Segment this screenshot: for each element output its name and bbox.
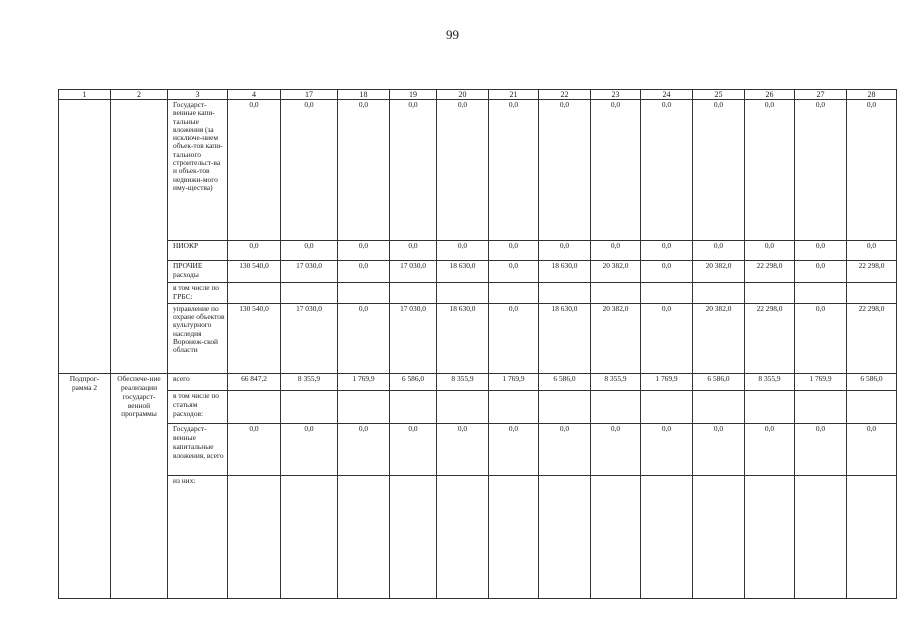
value-cell: 1 769,9: [338, 373, 390, 390]
column-header: 2: [111, 90, 168, 100]
value-cell: [390, 475, 437, 598]
category-cell: управление по охране объектов культурного наследия Воронеж-ской области: [168, 303, 228, 373]
value-cell: 6 586,0: [693, 373, 745, 390]
value-cell: 0,0: [390, 423, 437, 475]
category-cell: ПРОЧИЕ расходы: [168, 261, 228, 283]
value-cell: [539, 283, 591, 304]
value-cell: [281, 283, 338, 304]
value-cell: 8 355,9: [281, 373, 338, 390]
value-cell: [591, 283, 641, 304]
value-cell: [795, 283, 847, 304]
value-cell: 0,0: [795, 241, 847, 261]
value-cell: [745, 475, 795, 598]
value-cell: 0,0: [281, 241, 338, 261]
value-cell: [338, 283, 390, 304]
value-cell: [641, 475, 693, 598]
value-cell: 0,0: [641, 100, 693, 241]
category-cell: всего: [168, 373, 228, 390]
value-cell: 0,0: [489, 241, 539, 261]
value-cell: [693, 390, 745, 423]
value-cell: 0,0: [745, 241, 795, 261]
value-cell: [228, 283, 281, 304]
value-cell: 22 298,0: [745, 303, 795, 373]
table-row: [59, 373, 897, 390]
value-cell: [228, 390, 281, 423]
value-cell: 0,0: [338, 261, 390, 283]
value-cell: [489, 390, 539, 423]
value-cell: 0,0: [847, 241, 897, 261]
value-cell: 0,0: [437, 423, 489, 475]
table-row: [59, 423, 897, 475]
value-cell: [591, 475, 641, 598]
table-row: [59, 261, 897, 283]
column-header: 1: [59, 90, 111, 100]
category-cell: Государст-венные капи-тальные вложения (за исключе-нием объек-тов капи-тального строительст-ва и объек-тов недвижи-мого иму-щества): [168, 100, 228, 241]
column-header: 17: [281, 90, 338, 100]
value-cell: [338, 475, 390, 598]
value-cell: 0,0: [641, 423, 693, 475]
value-cell: [338, 390, 390, 423]
value-cell: 17 030,0: [281, 303, 338, 373]
value-cell: [390, 390, 437, 423]
column-header: 18: [338, 90, 390, 100]
value-cell: 0,0: [390, 100, 437, 241]
value-cell: [437, 475, 489, 598]
value-cell: [693, 475, 745, 598]
value-cell: 0,0: [745, 423, 795, 475]
value-cell: 0,0: [437, 100, 489, 241]
table-row: [59, 390, 897, 423]
column-header: 4: [228, 90, 281, 100]
value-cell: 130 540,0: [228, 261, 281, 283]
category-cell: НИОКР: [168, 241, 228, 261]
value-cell: 18 630,0: [437, 261, 489, 283]
value-cell: [489, 475, 539, 598]
value-cell: [591, 390, 641, 423]
column-header: 28: [847, 90, 897, 100]
value-cell: 0,0: [795, 423, 847, 475]
value-cell: [847, 475, 897, 598]
value-cell: [693, 283, 745, 304]
value-cell: 20 382,0: [693, 303, 745, 373]
value-cell: 22 298,0: [745, 261, 795, 283]
value-cell: 0,0: [281, 423, 338, 475]
column-header: 19: [390, 90, 437, 100]
value-cell: [437, 390, 489, 423]
value-cell: 0,0: [489, 261, 539, 283]
table-row: [59, 241, 897, 261]
column-header: 20: [437, 90, 489, 100]
program-cell: Подпрог-рамма 2: [59, 373, 111, 598]
value-cell: 0,0: [338, 241, 390, 261]
value-cell: 0,0: [437, 241, 489, 261]
value-cell: 0,0: [847, 423, 897, 475]
column-header: 27: [795, 90, 847, 100]
table-row: [59, 475, 897, 598]
value-cell: 0,0: [539, 100, 591, 241]
value-cell: 8 355,9: [745, 373, 795, 390]
program-cell: [59, 100, 111, 374]
value-cell: [281, 475, 338, 598]
value-cell: 22 298,0: [847, 261, 897, 283]
column-header: 25: [693, 90, 745, 100]
value-cell: 22 298,0: [847, 303, 897, 373]
category-cell: в том числе по ГРБС:: [168, 283, 228, 304]
category-cell: в том числе по статьям расходов:: [168, 390, 228, 423]
column-header: 26: [745, 90, 795, 100]
category-cell: из них:: [168, 475, 228, 598]
value-cell: 0,0: [338, 100, 390, 241]
value-cell: 6 586,0: [390, 373, 437, 390]
table-row: [59, 100, 897, 241]
value-cell: 8 355,9: [437, 373, 489, 390]
value-cell: [745, 390, 795, 423]
value-cell: 0,0: [641, 261, 693, 283]
value-cell: 0,0: [228, 241, 281, 261]
value-cell: 0,0: [338, 423, 390, 475]
value-cell: 0,0: [591, 423, 641, 475]
value-cell: 18 630,0: [539, 303, 591, 373]
value-cell: [795, 390, 847, 423]
value-cell: 0,0: [795, 100, 847, 241]
value-cell: 0,0: [281, 100, 338, 241]
value-cell: 0,0: [591, 100, 641, 241]
category-cell: Государст-венные капитальные вложения, всего: [168, 423, 228, 475]
value-cell: [539, 475, 591, 598]
value-cell: [847, 283, 897, 304]
value-cell: [437, 283, 489, 304]
value-cell: 1 769,9: [641, 373, 693, 390]
value-cell: 0,0: [591, 241, 641, 261]
column-header: 21: [489, 90, 539, 100]
value-cell: [641, 283, 693, 304]
table-row: [59, 283, 897, 304]
value-cell: 0,0: [390, 241, 437, 261]
value-cell: 0,0: [489, 423, 539, 475]
value-cell: [489, 283, 539, 304]
header-row: [59, 90, 897, 100]
value-cell: [847, 390, 897, 423]
value-cell: 0,0: [228, 100, 281, 241]
value-cell: 0,0: [795, 261, 847, 283]
value-cell: 0,0: [745, 100, 795, 241]
value-cell: 17 030,0: [390, 261, 437, 283]
value-cell: 17 030,0: [281, 261, 338, 283]
value-cell: 0,0: [641, 241, 693, 261]
value-cell: 0,0: [539, 241, 591, 261]
value-cell: 0,0: [795, 303, 847, 373]
value-cell: 130 540,0: [228, 303, 281, 373]
value-cell: 0,0: [228, 423, 281, 475]
value-cell: 20 382,0: [693, 261, 745, 283]
value-cell: [390, 283, 437, 304]
value-cell: 18 630,0: [437, 303, 489, 373]
value-cell: 0,0: [489, 303, 539, 373]
program-title-cell: [111, 100, 168, 374]
budget-table: [58, 89, 897, 599]
value-cell: 66 847,2: [228, 373, 281, 390]
value-cell: [745, 283, 795, 304]
value-cell: [228, 475, 281, 598]
value-cell: [281, 390, 338, 423]
value-cell: 6 586,0: [847, 373, 897, 390]
page-number: 99: [446, 27, 459, 42]
value-cell: [795, 475, 847, 598]
value-cell: 0,0: [693, 423, 745, 475]
value-cell: 0,0: [338, 303, 390, 373]
value-cell: 0,0: [693, 100, 745, 241]
value-cell: 20 382,0: [591, 261, 641, 283]
value-cell: 0,0: [847, 100, 897, 241]
column-header: 24: [641, 90, 693, 100]
value-cell: 20 382,0: [591, 303, 641, 373]
value-cell: [641, 390, 693, 423]
value-cell: [539, 390, 591, 423]
value-cell: 8 355,9: [591, 373, 641, 390]
value-cell: 0,0: [641, 303, 693, 373]
value-cell: 0,0: [489, 100, 539, 241]
table-row: [59, 303, 897, 373]
value-cell: 0,0: [693, 241, 745, 261]
column-header: 3: [168, 90, 228, 100]
program-title-cell: Обеспече-ние реализации государст-венной программы: [111, 373, 168, 598]
value-cell: 18 630,0: [539, 261, 591, 283]
value-cell: 0,0: [539, 423, 591, 475]
value-cell: 1 769,9: [795, 373, 847, 390]
column-header: 22: [539, 90, 591, 100]
value-cell: 1 769,9: [489, 373, 539, 390]
column-header: 23: [591, 90, 641, 100]
value-cell: 6 586,0: [539, 373, 591, 390]
value-cell: 17 030,0: [390, 303, 437, 373]
